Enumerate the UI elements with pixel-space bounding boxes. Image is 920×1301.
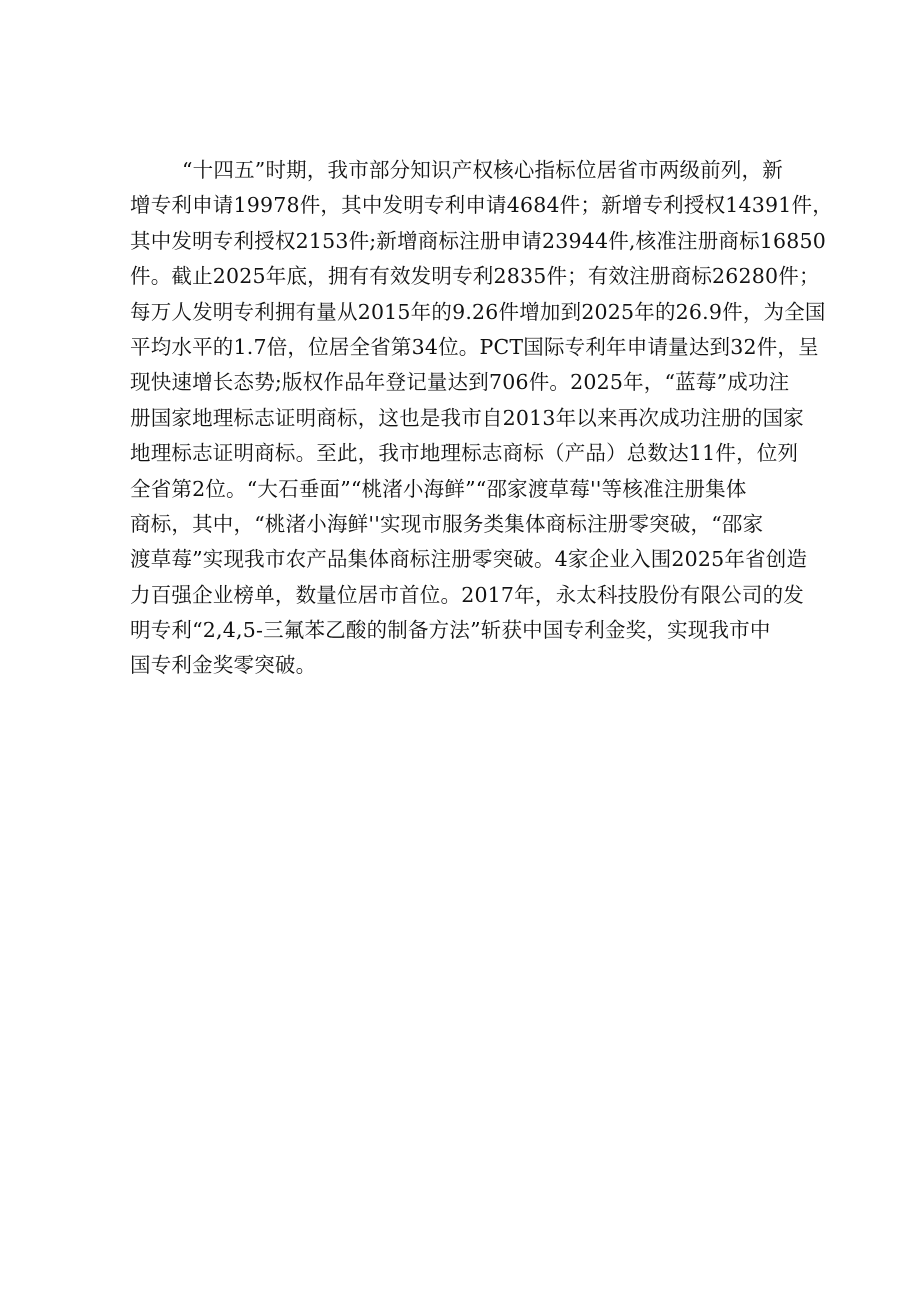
paragraph-line: 明专利“2,4,5-三氟苯乙酸的制备方法”斩获中国专利金奖，实现我市中: [130, 618, 771, 643]
paragraph-line: 渡草莓”实现我市农产品集体商标注册零突破。4家企业入围2025年省创造: [130, 547, 808, 572]
paragraph-line: 商标，其中，“桃渚小海鲜''实现市服务类集体商标注册零突破，“邵家: [130, 511, 764, 536]
paragraph-line: 平均水平的1.7倍，位居全省第34位。PCT国际专利年申请量达到32件，呈: [130, 334, 819, 359]
paragraph-line: “十四五”时期，我市部分知识产权核心指标位居省市两级前列，新: [182, 158, 783, 182]
body-paragraph: [130, 153, 833, 684]
paragraph-line: 全省第2位。“大石垂面”“桃渚小海鲜”“邵家渡草莓''等核准注册集体: [130, 476, 747, 501]
paragraph-line: 件。截止2025年底，拥有有效发明专利2835件；有效注册商标26280件；: [130, 264, 820, 289]
paragraph-line: 增专利申请19978件，其中发明专利申请4684件；新增专利授权14391件，: [130, 193, 833, 218]
paragraph-line: 现快速增长态势;版权作品年登记量达到706件。2025年，“蓝莓”成功注: [130, 370, 790, 395]
paragraph-line: 力百强企业榜单，数量位居市首位。2017年，永太科技股份有限公司的发: [130, 582, 804, 607]
paragraph-line: 册国家地理标志证明商标，这也是我市自2013年以来再次成功注册的国家: [130, 405, 804, 430]
paragraph-line: 其中发明专利授权2153件;新增商标注册申请23944件,核准注册商标16850: [130, 228, 827, 253]
paragraph-line: 国专利金奖零突破。: [130, 653, 317, 678]
paragraph-line: 地理标志证明商标。至此，我市地理标志商标（产品）总数达11件，位列: [130, 441, 799, 466]
paragraph-line: 每万人发明专利拥有量从2015年的9.26件增加到2025年的26.9件，为全国: [130, 299, 826, 324]
